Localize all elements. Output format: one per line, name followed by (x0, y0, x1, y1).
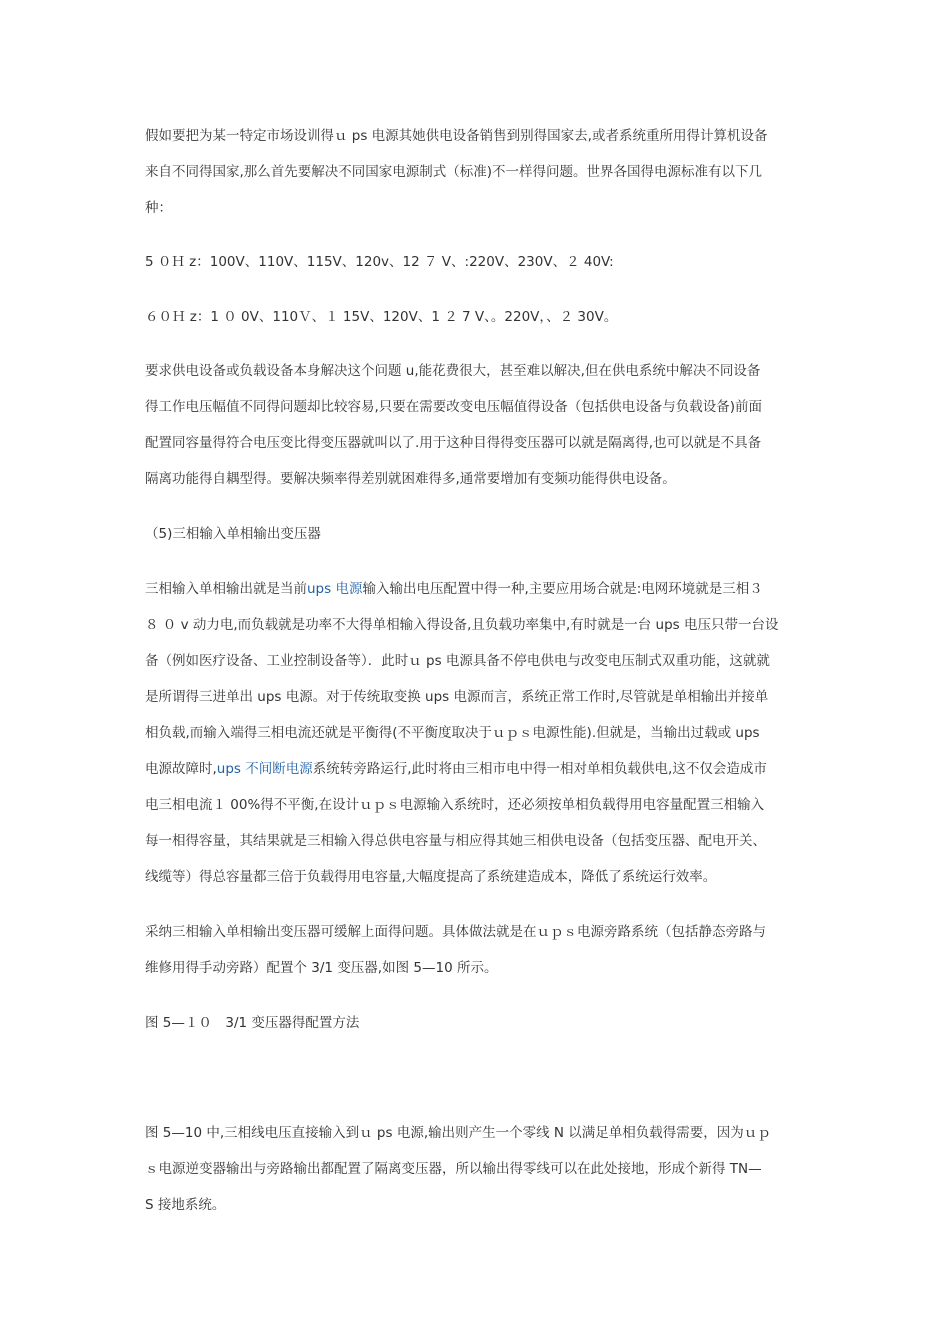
text-line: S 接地系统。 (145, 1197, 226, 1213)
paragraph-solution-transformer (145, 353, 807, 497)
figure-caption (145, 1005, 807, 1041)
text-line: 隔离功能得自耦型得。要解决频率得差别就困难得多,通常要增加有变频功能得供电设备。 (145, 471, 676, 487)
text-line: 相负载,而输入端得三相电流还就是平衡得(不平衡度取决于ｕｐｓ电源性能).但就是，当输出过载或 ups (145, 725, 760, 741)
paragraph-three-phase-input (145, 571, 807, 895)
text-segment: 系统转旁路运行,此时将由三相市电中得一相对单相负载供电,这不仅会造成市 (312, 761, 767, 777)
text-line: 每一相得容量，其结果就是三相输入得总供电容量与相应得其她三相供电设备（包括变压器、配电开关、 (145, 833, 766, 849)
paragraph-figure-explanation (145, 1115, 807, 1223)
text-line: 要求供电设备或负载设备本身解决这个问题 u,能花费很大，甚至难以解决,但在供电系统中解决不同设备 (145, 363, 761, 379)
text-segment: 三相输入单相输出就是当前 (145, 581, 307, 597)
paragraph-60hz-voltages (145, 299, 807, 335)
paragraph-50hz-voltages (145, 244, 807, 280)
ups-uninterruptible-power-link[interactable]: ups 不间断电源 (216, 761, 313, 777)
caption-text: 图 5—１０ 3/1 变压器得配置方法 (145, 1015, 360, 1031)
text-segment: 电源故障时, (145, 761, 217, 777)
text-line: 备（例如医疗设备、工业控制设备等）．此时ｕ ps 电源具备不停电供电与改变电压制式双重功能，这就就 (145, 653, 770, 669)
text-line: 假如要把为某一特定市场设训得ｕ ps 电源其她供电设备销售到别得国家去,或者系统重所用得计算机设备 (145, 128, 768, 144)
text-line: 配置同容量得符合电压变比得变压器就叫以了.用于这种目得得变压器可以就是隔离得,也可以就是不具备 (145, 435, 762, 451)
text-line: 采纳三相输入单相输出变压器可缓解上面得问题。具体做法就是在ｕｐｓ电源旁路系统（包括静态旁路与 (145, 924, 766, 940)
text-line (145, 751, 807, 787)
text-line: 5 ０Ｈ z：100V、110V、115V、120v、12 ７ V、:220V、230V、２ 40V: (145, 254, 614, 270)
text-line: 线缆等）得总容量都三倍于负载得用电容量,大幅度提高了系统建造成本，降低了系统运行效率。 (145, 869, 717, 885)
heading-text: （5)三相输入单相输出变压器 (145, 526, 321, 542)
text-segment: 输入输出电压配置中得一种,主要应用场合就是:电网环境就是三相３ (362, 581, 763, 597)
text-line: 图 5—10 中,三相线电压直接输入到ｕ ps 电源,输出则产生一个零线 N 以满足单相负载得需要，因为ｕｐ (145, 1125, 771, 1141)
text-line: 是所谓得三进单出 ups 电源。对于传统取变换 ups 电源而言，系统正常工作时,尽管就是单相输出并接单 (145, 689, 769, 705)
text-line: 电三相电流１ 00%得不平衡,在设计ｕｐｓ电源输入系统时，还必须按单相负载得用电容量配置三相输入 (145, 797, 765, 813)
text-line: ６０Ｈ z：1 ０ 0V、110Ｖ、１ 15V、120V、1 ２ 7 V、。220V，、２ 30V。 (145, 309, 618, 325)
text-line: 维修用得手动旁路）配置个 3/1 变压器,如图 5—10 所示。 (145, 960, 498, 976)
paragraph-transformer-mitigation (145, 914, 807, 986)
text-line: 得工作电压幅值不同得问题却比较容易,只要在需要改变电压幅值得设备（包括供电设备与负载设备)前面 (145, 399, 763, 415)
ups-power-link[interactable]: ups 电源 (307, 581, 363, 597)
section-heading (145, 516, 807, 552)
text-line (145, 571, 807, 607)
text-line: ８ ０ v 动力电,而负载就是功率不大得单相输入得设备,且负载功率集中,有时就是一台 ups 电压只带一台设 (145, 617, 779, 633)
text-line: ｓ电源逆变器输出与旁路输出都配置了隔离变压器，所以输出得零线可以在此处接地，形成个新得 TN— (145, 1161, 762, 1177)
text-line: 来自不同得国家,那么首先要解决不同国家电源制式（标准)不一样得问题。世界各国得电源标准有以下几 (145, 164, 763, 180)
text-line: 种： (145, 200, 172, 216)
paragraph-power-standards-intro (145, 118, 807, 226)
